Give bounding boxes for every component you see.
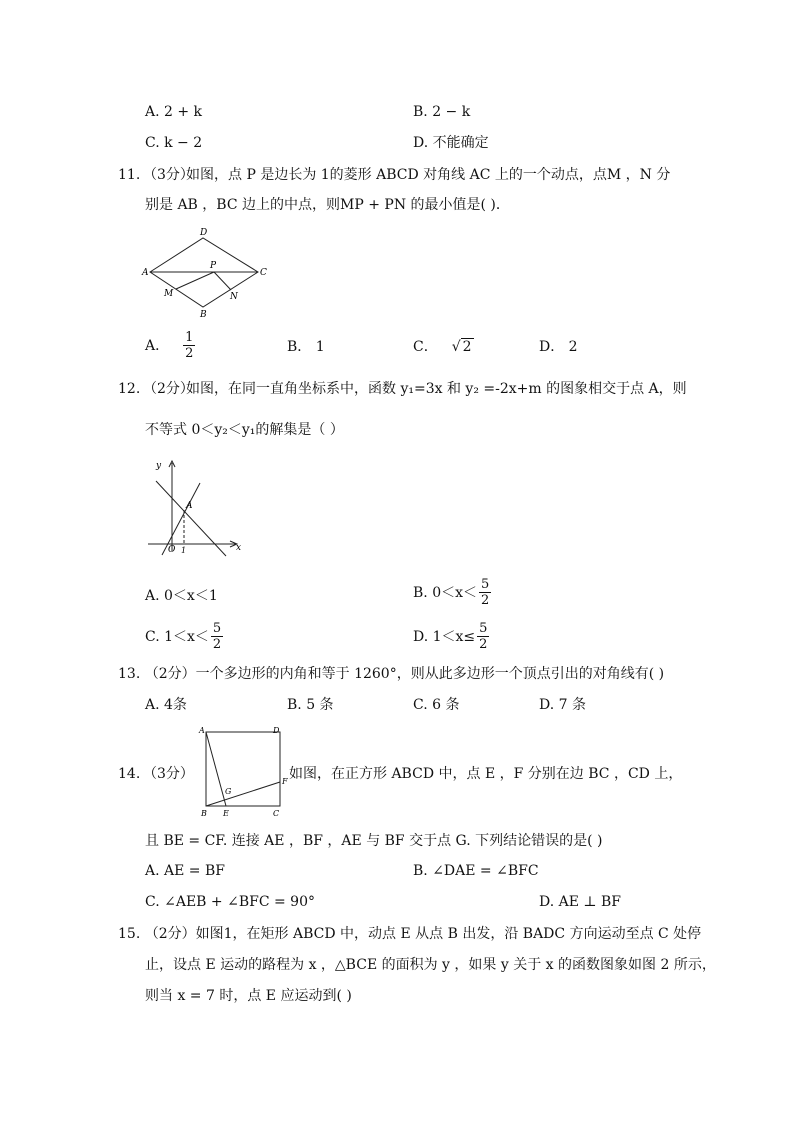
q11-option-a-prefix: A． (145, 337, 170, 354)
q12-stem-line1: 如图，在同一直角坐标系中，函数 y₁=3x 和 y₂ =-2x+m 的图象相交于点 A，则 (186, 381, 687, 397)
q12-option-c-numerator: 5 (212, 621, 222, 636)
q12-option-c-prefix: C. 1＜x＜ (145, 628, 209, 645)
q12-option-c-denominator: 2 (212, 637, 222, 652)
q12-number: 12. (118, 381, 141, 397)
label-f: F (282, 777, 288, 786)
q11-option-b: B． 1 (287, 339, 325, 355)
axis-label-x: x (236, 543, 242, 553)
q13-option-a: A. 4条 (145, 697, 187, 713)
label-n: N (230, 292, 238, 302)
q10-option-c: C. k − 2 (145, 135, 203, 151)
segment-bf (206, 782, 280, 806)
q11-stem-line1: 如图，点 P 是边长为 1的菱形 ABCD 对角线 AC 上的一个动点，点M ，N 分 (186, 167, 671, 183)
segment-ae (206, 732, 226, 806)
q12-option-b-denominator: 2 (481, 593, 490, 608)
q11-option-d: D． 2 (539, 339, 578, 355)
label-b: B (200, 310, 207, 320)
label-g: G (225, 787, 232, 796)
q12-option-d-fraction (477, 621, 489, 652)
q14-option-d: D. AE ⊥ BF (539, 894, 622, 910)
q12-option-d (413, 621, 489, 652)
q14-number: 14. (118, 766, 141, 782)
q11-option-a-denominator: 2 (185, 346, 194, 361)
q13-option-b: B. 5 条 (287, 697, 334, 713)
axis-label-y: y (156, 461, 162, 471)
label-m: M (164, 289, 174, 299)
square-outline (206, 732, 280, 806)
q11-option-a-numerator: 1 (185, 330, 194, 345)
q14-option-c: C. ∠AEB + ∠BFC = 90° (145, 894, 315, 910)
q10-option-a: A. 2 + k (145, 104, 203, 120)
q14-stem-line1: 如图，在正方形 ABCD 中，点 E ，F 分别在边 BC ，CD 上， (289, 766, 683, 782)
q12-option-c-fraction (211, 621, 223, 652)
q12-option-c (145, 621, 223, 652)
q12-option-b (413, 577, 491, 608)
q14-option-b: B. ∠DAE = ∠BFC (413, 863, 539, 879)
q12-option-d-denominator: 2 (479, 637, 488, 652)
q11-option-a-fraction (183, 330, 195, 361)
q12-option-a: A. 0＜x＜1 (145, 588, 218, 604)
q11-score: （3分） (143, 167, 194, 183)
q12-option-b-fraction (479, 577, 491, 608)
q12-option-b-prefix: B. 0＜x＜ (413, 584, 477, 601)
q15-stem-line1: 15. （2分）如图1，在矩形 ABCD 中，动点 E 从点 B 出发，沿 BADC 方向运动至点 C 处停 (118, 926, 702, 942)
q12-graph-figure (142, 455, 246, 557)
q11-option-c (413, 339, 474, 355)
q13-option-d: D. 7 条 (539, 697, 586, 713)
q14-option-a: A. AE = BF (145, 863, 225, 879)
q12-option-b-numerator: 5 (481, 577, 490, 592)
label-d: D (273, 726, 280, 735)
q11-option-c-sqrt: √ 2 (451, 339, 472, 355)
label-c: C (260, 268, 267, 278)
q12-option-d-prefix: D. 1＜x≤ (413, 628, 476, 645)
q14-square-figure (196, 724, 292, 820)
q12-stem-line2: 不等式 0＜y₂＜y₁的解集是（ ） (145, 422, 344, 438)
label-origin: O (168, 545, 176, 555)
q11-number: 11. (118, 167, 141, 183)
q12-option-d-numerator: 5 (479, 621, 488, 636)
q11-stem-line2: 别是 AB ，BC 边上的中点，则MP + PN 的最小值是( )． (145, 197, 510, 213)
line-y2 (156, 481, 226, 556)
q11-option-c-radicand: 2 (462, 339, 472, 355)
label-p: P (210, 261, 217, 271)
q12-score: （2分） (143, 381, 194, 397)
q10-option-b: B. 2 − k (413, 104, 471, 120)
label-c: C (273, 809, 280, 818)
label-d: D (200, 228, 208, 238)
label-a: A (199, 726, 205, 735)
q15-stem-line2: 止，设点 E 运动的路程为 x ，△BCE 的面积为 y ，如果 y 关于 x 的函数图象如图 2 所示， (145, 957, 716, 973)
path-mpn (176, 272, 231, 290)
tick-label-1: 1 (181, 546, 187, 555)
q15-stem-line3: 则当 x = 7 时，点 E 应运动到( ) (145, 988, 352, 1004)
q14-score: （3分） (143, 766, 194, 782)
q14-stem-line2: 且 BE = CF. 连接 AE ，BF ，AE 与 BF 交于点 G. 下列结论错误的是( ) (145, 833, 603, 849)
q13-stem: 13. （2分）一个多边形的内角和等于 1260°，则从此多边形一个顶点引出的对角线有( ) (118, 666, 665, 682)
q11-option-a (145, 330, 195, 361)
label-a: A (186, 501, 193, 511)
q11-rhombus-figure (140, 222, 270, 320)
label-b: B (201, 809, 207, 818)
q13-option-c: C. 6 条 (413, 697, 460, 713)
label-e: E (223, 809, 229, 818)
q11-option-c-prefix: C． (413, 339, 438, 355)
q10-option-d: D. 不能确定 (413, 135, 489, 151)
label-a: A (142, 268, 149, 278)
